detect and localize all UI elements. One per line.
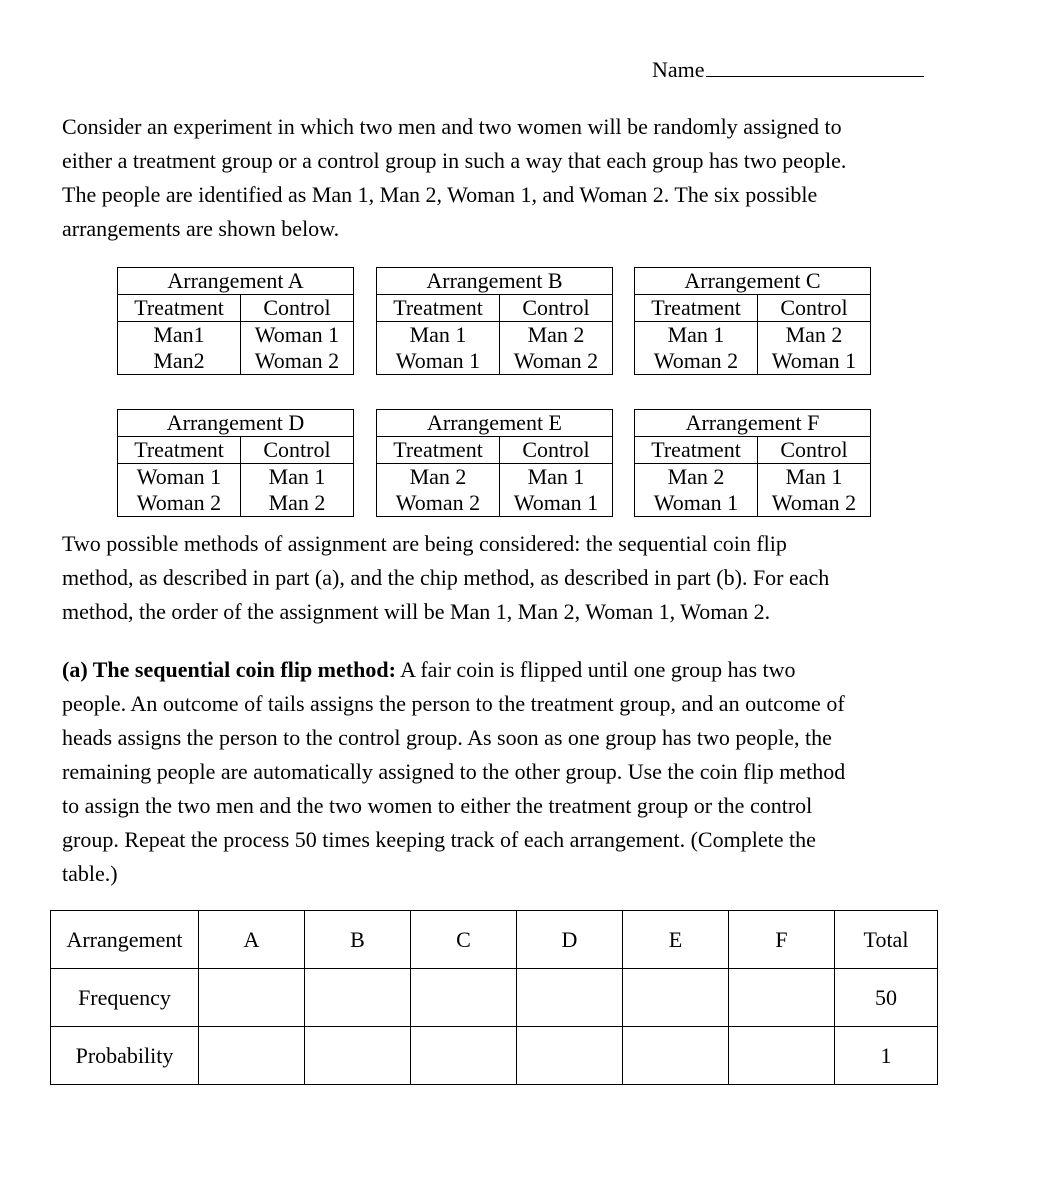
control-cell: Woman 1 (241, 322, 354, 349)
part-a-heading: (a) The sequential coin flip method: (62, 657, 396, 682)
treatment-header: Treatment (635, 437, 758, 464)
part-a-line: remaining people are automatically assigned to the other group. Use the coin flip method (62, 759, 846, 784)
intro-line: either a treatment group or a control group in such a way that each group has two people. (62, 148, 847, 173)
methods-line: Two possible methods of assignment are being considered: the sequential coin flip (62, 531, 787, 556)
treatment-cell: Man2 (118, 348, 241, 375)
part-a-line: to assign the two men and the two women to either the treatment group or the control (62, 793, 813, 818)
methods-line: method, as described in part (a), and the chip method, as described in part (b). For each (62, 565, 830, 590)
treatment-cell: Man 2 (635, 464, 758, 491)
treatment-cell: Woman 2 (377, 490, 500, 517)
treatment-cell: Woman 2 (118, 490, 241, 517)
treatment-cell: Man 2 (377, 464, 500, 491)
control-cell: Man 2 (241, 490, 354, 517)
frequency-cell-d[interactable] (517, 969, 623, 1027)
control-cell: Man 1 (758, 464, 871, 491)
control-cell: Woman 2 (500, 348, 613, 375)
arrangement-b-table (376, 267, 613, 375)
arrangement-a-table (117, 267, 354, 375)
treatment-header: Treatment (377, 295, 500, 322)
treatment-cell: Woman 2 (635, 348, 758, 375)
arrangement-c-table (634, 267, 871, 375)
name-label: Name (652, 57, 705, 82)
frequency-total: 50 (835, 969, 938, 1027)
arrangement-e-table (376, 409, 613, 517)
control-cell: Woman 2 (758, 490, 871, 517)
control-cell: Woman 2 (241, 348, 354, 375)
control-header: Control (241, 295, 354, 322)
header-cell-d: D (517, 911, 623, 969)
intro-line: arrangements are shown below. (62, 216, 340, 241)
part-a-line: people. An outcome of tails assigns the person to the treatment group, and an outcome of (62, 691, 845, 716)
frequency-cell-c[interactable] (411, 969, 517, 1027)
probability-cell-b[interactable] (305, 1027, 411, 1085)
header-cell-arrangement: Arrangement (51, 911, 199, 969)
arrangement-title: Arrangement D (118, 410, 354, 437)
frequency-cell-e[interactable] (623, 969, 729, 1027)
control-cell: Woman 1 (758, 348, 871, 375)
probability-cell-c[interactable] (411, 1027, 517, 1085)
row-label-probability: Probability (51, 1027, 199, 1085)
arrangement-title: Arrangement C (635, 268, 871, 295)
treatment-header: Treatment (118, 295, 241, 322)
treatment-header: Treatment (118, 437, 241, 464)
treatment-cell: Man1 (118, 322, 241, 349)
treatment-cell: Woman 1 (635, 490, 758, 517)
part-a-line: group. Repeat the process 50 times keeping track of each arrangement. (Complete the (62, 827, 816, 852)
intro-line: Consider an experiment in which two men and two women will be randomly assigned to (62, 114, 842, 139)
probability-cell-f[interactable] (729, 1027, 835, 1085)
treatment-cell: Man 1 (635, 322, 758, 349)
header-cell-f: F (729, 911, 835, 969)
header-cell-c: C (411, 911, 517, 969)
probability-cell-d[interactable] (517, 1027, 623, 1085)
part-a-paragraph (62, 653, 942, 891)
treatment-header: Treatment (377, 437, 500, 464)
frequency-row (51, 969, 938, 1027)
probability-total: 1 (835, 1027, 938, 1085)
header-cell-total: Total (835, 911, 938, 969)
control-cell: Man 1 (500, 464, 613, 491)
arrangement-title: Arrangement B (377, 268, 613, 295)
intro-line: The people are identified as Man 1, Man 2, Woman 1, and Woman 2. The six possible (62, 182, 818, 207)
methods-paragraph (62, 527, 942, 629)
treatment-cell: Woman 1 (118, 464, 241, 491)
probability-row (51, 1027, 938, 1085)
control-cell: Man 2 (758, 322, 871, 349)
control-cell: Man 2 (500, 322, 613, 349)
header-cell-b: B (305, 911, 411, 969)
control-header: Control (758, 437, 871, 464)
frequency-cell-b[interactable] (305, 969, 411, 1027)
part-a-line: A fair coin is flipped until one group has two (395, 657, 796, 682)
probability-cell-a[interactable] (199, 1027, 305, 1085)
control-cell: Man 1 (241, 464, 354, 491)
part-a-line: table.) (62, 861, 118, 886)
header-cell-e: E (623, 911, 729, 969)
frequency-table (50, 910, 938, 1085)
control-header: Control (758, 295, 871, 322)
name-blank-line[interactable] (706, 56, 924, 77)
row-label-frequency: Frequency (51, 969, 199, 1027)
control-cell: Woman 1 (500, 490, 613, 517)
arrangement-title: Arrangement F (635, 410, 871, 437)
frequency-cell-a[interactable] (199, 969, 305, 1027)
treatment-header: Treatment (635, 295, 758, 322)
control-header: Control (241, 437, 354, 464)
arrangement-title: Arrangement A (118, 268, 354, 295)
frequency-table-header-row (51, 911, 938, 969)
arrangement-f-table (634, 409, 871, 517)
arrangement-d-table (117, 409, 354, 517)
header-cell-a: A (199, 911, 305, 969)
intro-paragraph (62, 110, 942, 246)
treatment-cell: Woman 1 (377, 348, 500, 375)
part-a-line: heads assigns the person to the control group. As soon as one group has two people, the (62, 725, 832, 750)
name-field[interactable] (652, 56, 924, 83)
methods-line: method, the order of the assignment will be Man 1, Man 2, Woman 1, Woman 2. (62, 599, 771, 624)
frequency-cell-f[interactable] (729, 969, 835, 1027)
probability-cell-e[interactable] (623, 1027, 729, 1085)
control-header: Control (500, 437, 613, 464)
treatment-cell: Man 1 (377, 322, 500, 349)
arrangement-title: Arrangement E (377, 410, 613, 437)
control-header: Control (500, 295, 613, 322)
